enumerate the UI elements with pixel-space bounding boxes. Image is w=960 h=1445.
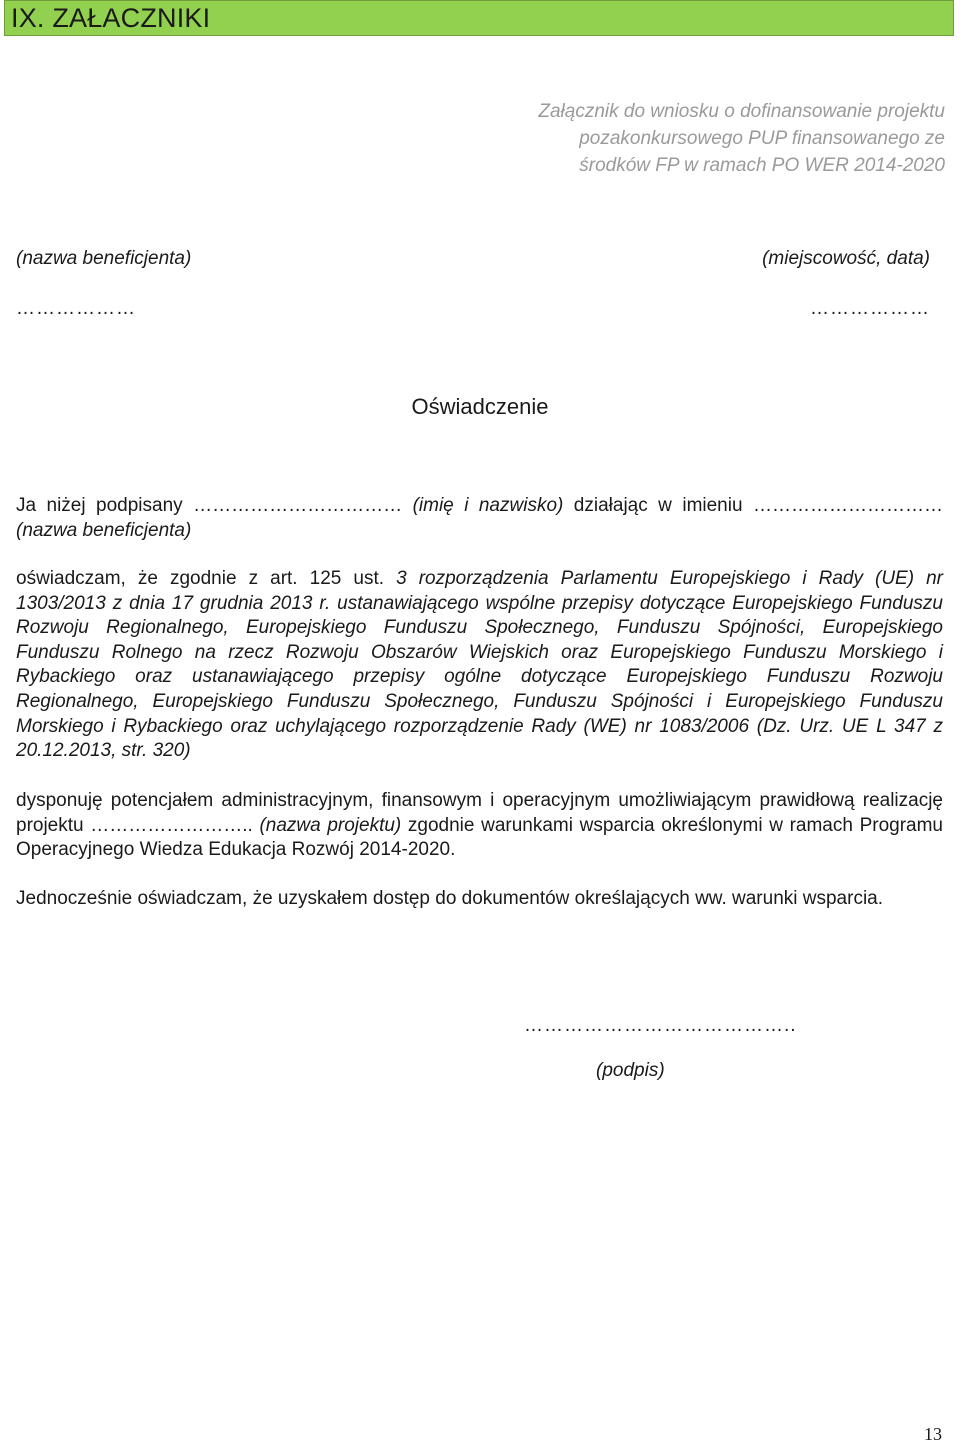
beneficiary-label: (nazwa beneficjenta) [16, 248, 192, 269]
regulation-citation: 3 rozporządzenia Parlamentu Europejskiego i Rady (UE) nr 1303/2013 z dnia 17 grudnia 2013 r. ustanawiającego wspólne przepisy dotyczące Europejskiego Funduszu Rozwoju Regionalnego, Europejskiego Funduszu Społecznego, Funduszu Spójności, Europejskiego Funduszu Rolnego na rzecz Rozwoju Obszarów Wiejskich oraz Europejskiego Funduszu Morskiego i Rybackiego oraz ustanawiającego przepisy ogólne dotyczące Europejskiego Funduszu Rozwoju Regionalnego, Europejskiego Funduszu Społecznego, Funduszu Spójności i Europejskiego Funduszu Morskiego i Rybackiego oraz uchylającego rozporządzenie Rady (WE) nr 1083/2006 (Dz. Urz. UE L 347 z 20.12.2013, str. 320) [16, 568, 943, 762]
signature-label: (podpis) [596, 1060, 665, 1081]
intro-acting: działając w imieniu [573, 495, 743, 516]
intro-lead: Ja niżej podpisany [16, 495, 183, 516]
capacity-text-1: dysponuję potencjałem administracyjnym, finansowym i operacyjnym umożliwiającym prawidłową realizację projektu [16, 790, 943, 836]
signature-field-dots: ………………………………….. [524, 1015, 797, 1036]
access-paragraph: Jednocześnie oświadczam, że uzyskałem dostęp do dokumentów określających ww. warunki wsparcia. [16, 888, 884, 909]
declaration-intro [16, 494, 943, 543]
annex-note [425, 98, 945, 179]
name-field-dots: …………………………… [193, 495, 403, 516]
annex-note-line: środków FP w ramach PO WER 2014-2020 [579, 155, 945, 176]
place-date-label: (miejscowość, data) [762, 248, 930, 269]
capacity-text-2: zgodnie warunkami wsparcia określonymi w ramach Programu Operacyjnego Wiedza Edukacja Rozwój 2014-2020. [16, 814, 943, 861]
beneficiary-field-dots: ……………… [16, 298, 136, 319]
law-prefix: oświadczam, że zgodnie z art. 125 ust. [16, 568, 385, 589]
annex-note-line: pozakonkursowego PUP finansowanego ze [579, 128, 945, 149]
beneficiary-hint: (nazwa beneficjenta) [16, 519, 192, 541]
beneficiary-inline-dots: ………………………… [753, 495, 943, 516]
project-field-dots: …………………….. [90, 814, 253, 836]
section-header [4, 0, 954, 36]
section-title: IX. ZAŁACZNIKI [11, 2, 211, 33]
place-date-field-dots: ……………… [810, 298, 930, 319]
project-hint: (nazwa projektu) [259, 814, 402, 836]
annex-note-line: Załącznik do wniosku o dofinansowanie projektu [538, 101, 945, 122]
legal-basis-paragraph [16, 567, 943, 764]
name-hint: (imię i nazwisko) [412, 495, 564, 516]
page-number: 13 [924, 1424, 942, 1444]
declaration-title: Oświadczenie [411, 394, 549, 419]
capacity-paragraph [16, 789, 943, 863]
